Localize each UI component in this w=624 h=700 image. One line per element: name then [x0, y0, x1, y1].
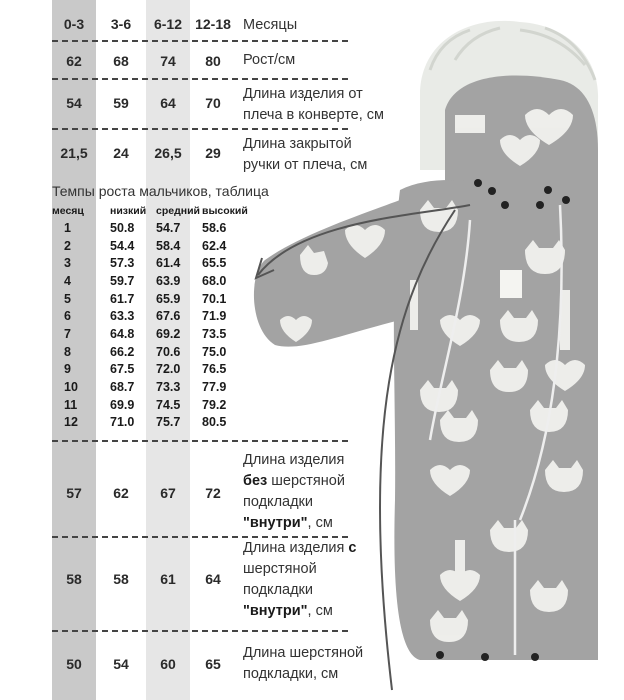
growth-table: [52, 205, 248, 431]
cell: 68: [113, 53, 129, 69]
header-6-12: 6-12: [153, 16, 183, 32]
row-label-lining-length: Длина шерстяной подкладки, см: [243, 645, 364, 682]
table-row: [52, 378, 248, 396]
table-cell: 2: [64, 238, 71, 253]
table-cell: 8: [64, 344, 71, 359]
cell: 54: [66, 95, 82, 111]
table-cell: 74.5: [156, 397, 181, 412]
table-cell: 7: [64, 326, 71, 341]
cell: 67: [160, 485, 176, 501]
row-label-length-shoulder: Длина изделия от плеча в конверте, см: [243, 86, 385, 123]
cell: 65: [205, 656, 221, 672]
cell: 50: [66, 656, 82, 672]
table-row: [52, 237, 248, 255]
row-divider: [52, 40, 348, 42]
table-cell: 69.2: [156, 326, 181, 341]
table-cell: 80.5: [202, 415, 227, 430]
row-divider: [52, 128, 348, 130]
cell: 29: [205, 145, 221, 161]
table-cell: 72.0: [156, 362, 181, 377]
table-cell: 6: [64, 309, 71, 324]
row-divider: [52, 440, 348, 442]
table-row: [52, 219, 248, 237]
row-divider: [52, 78, 348, 80]
row-label-length-without-lining: Длина изделия без шерстяной подкладки "внутри", см: [243, 452, 345, 531]
cell: 54: [113, 656, 129, 672]
cell: 58: [66, 571, 82, 587]
growth-col-month: месяц: [52, 205, 84, 217]
table-row: [52, 414, 248, 432]
table-cell: 79.2: [202, 397, 227, 412]
table-cell: 68.7: [110, 380, 135, 395]
table-cell: 71.0: [110, 415, 135, 430]
table-cell: 77.9: [202, 380, 227, 395]
cell: 59: [113, 95, 129, 111]
cell: 64: [205, 571, 221, 587]
header-0-3: 0-3: [63, 16, 85, 32]
growth-col-high: высокий: [202, 205, 248, 217]
table-cell: 11: [64, 397, 78, 412]
row-label-sleeve-length: Длина закрытой ручки от плеча, см: [243, 136, 368, 173]
table-cell: 69.9: [110, 397, 135, 412]
table-row: [52, 325, 248, 343]
table-cell: 63.3: [110, 309, 135, 324]
cell: 24: [113, 145, 129, 161]
table-cell: 71.9: [202, 309, 227, 324]
table-cell: 4: [64, 273, 71, 288]
table-cell: 65.9: [156, 291, 181, 306]
table-cell: 67.6: [156, 309, 181, 324]
table-cell: 66.2: [110, 344, 135, 359]
cell: 57: [66, 485, 82, 501]
cell: 62: [113, 485, 129, 501]
cell: 72: [205, 485, 221, 501]
header-3-6: 3-6: [110, 16, 132, 32]
header-12-18: 12-18: [195, 16, 231, 32]
table-cell: 68.0: [202, 273, 227, 288]
cell: 74: [160, 53, 176, 69]
cell: 58: [113, 571, 129, 587]
cell: 60: [160, 656, 176, 672]
table-cell: 58.4: [156, 238, 181, 253]
table-row: [52, 396, 248, 414]
table-cell: 12: [64, 415, 78, 430]
table-row: [52, 254, 248, 272]
table-cell: 61.7: [110, 291, 135, 306]
table-cell: 10: [64, 380, 78, 395]
table-cell: 63.9: [156, 273, 181, 288]
cell: 61: [160, 571, 176, 587]
table-cell: 59.7: [110, 273, 135, 288]
table-cell: 5: [64, 291, 71, 306]
growth-col-low: низкий: [110, 205, 147, 217]
table-row: [52, 361, 248, 379]
cell: 62: [66, 53, 82, 69]
cell: 26,5: [154, 145, 182, 161]
table-cell: 54.4: [110, 238, 135, 253]
row-label-length-with-lining: Длина изделия с шерстяной подкладки "внутри", см: [243, 540, 357, 619]
header-months-label: Месяцы: [243, 17, 298, 33]
table-cell: 75.7: [156, 415, 181, 430]
table-cell: 65.5: [202, 256, 227, 271]
table-cell: 58.6: [202, 220, 227, 235]
growth-table-title: Темпы роста мальчиков, таблица: [52, 183, 269, 199]
table-cell: 50.8: [110, 220, 135, 235]
table-cell: 1: [64, 220, 71, 235]
cell: 70: [205, 95, 221, 111]
table-row: [52, 290, 248, 308]
table-cell: 9: [64, 362, 71, 377]
table-cell: 73.5: [202, 326, 227, 341]
row-divider: [52, 630, 348, 632]
table-cell: 54.7: [156, 220, 181, 235]
growth-col-medium: средний: [156, 205, 201, 217]
table-cell: 76.5: [202, 362, 227, 377]
table-cell: 64.8: [110, 326, 135, 341]
table-cell: 67.5: [110, 362, 135, 377]
table-cell: 57.3: [110, 256, 135, 271]
cell: 21,5: [60, 145, 88, 161]
table-cell: 62.4: [202, 238, 227, 253]
cell: 64: [160, 95, 176, 111]
table-cell: 70.1: [202, 291, 227, 306]
table-cell: 75.0: [202, 344, 227, 359]
table-cell: 70.6: [156, 344, 181, 359]
table-cell: 73.3: [156, 380, 181, 395]
row-label-height: Рост/см: [243, 52, 296, 68]
table-cell: 61.4: [156, 256, 181, 271]
table-row: [52, 343, 248, 361]
cell: 80: [205, 53, 221, 69]
table-row: [52, 307, 248, 325]
table-cell: 3: [64, 256, 71, 271]
table-row: [52, 272, 248, 290]
